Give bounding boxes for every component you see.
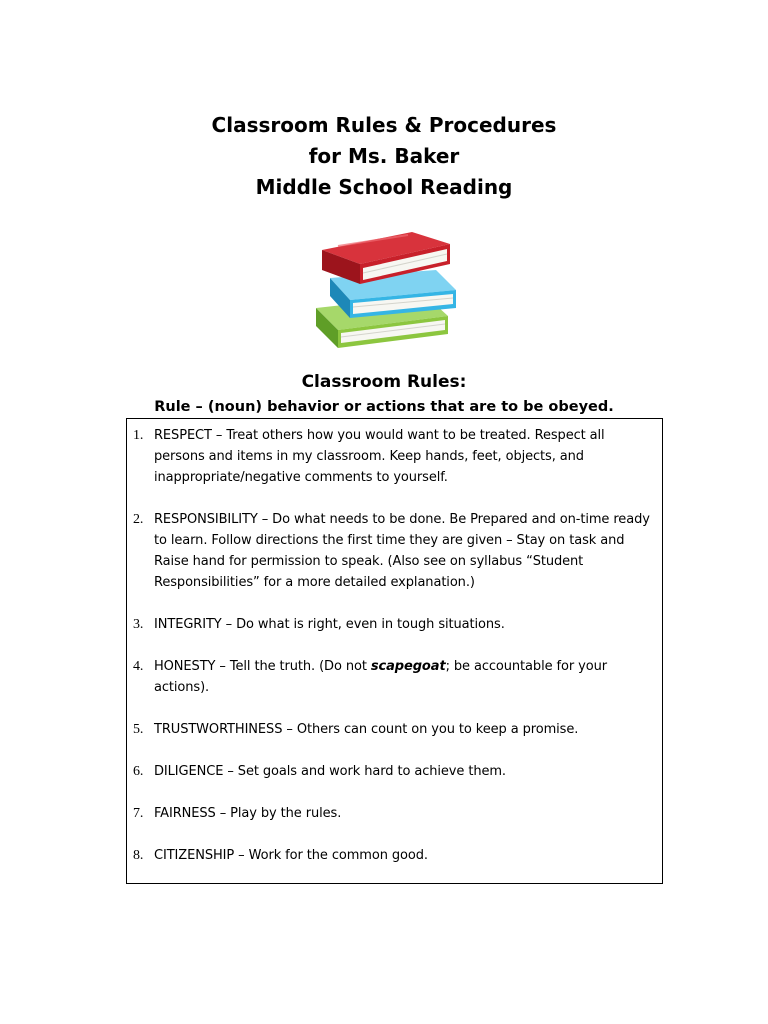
rule-keyword: DILIGENCE: [154, 764, 224, 779]
rule-text: – Do what is right, even in tough situations.: [221, 617, 505, 632]
rule-item-diligence: [133, 761, 654, 782]
rule-number: 2.: [133, 512, 144, 527]
rule-item-responsibility: [133, 509, 654, 593]
rule-keyword: TRUSTWORTHINESS: [154, 722, 283, 737]
rule-keyword: RESPONSIBILITY: [154, 512, 258, 527]
rules-box: [126, 418, 663, 884]
rule-keyword: CITIZENSHIP: [154, 848, 235, 863]
title-line-2: for Ms. Baker: [308, 144, 460, 168]
rules-heading: Classroom Rules:: [301, 372, 467, 392]
rule-number: 8.: [133, 848, 144, 863]
rule-item-respect: [133, 425, 654, 488]
rule-number: 4.: [133, 659, 144, 674]
rule-keyword: INTEGRITY: [154, 617, 222, 632]
rule-keyword: FAIRNESS: [154, 806, 216, 821]
rule-item-fairness: [133, 803, 654, 824]
rule-text: – Set goals and work hard to achieve them.: [223, 764, 506, 779]
page-title: [0, 110, 768, 203]
rule-number: 5.: [133, 722, 144, 737]
rule-keyword: HONESTY: [154, 659, 216, 674]
rules-list: [133, 425, 654, 866]
rule-item-integrity: [133, 614, 654, 635]
rule-number: 7.: [133, 806, 144, 821]
rule-text: – Others can count on you to keep a promise.: [282, 722, 579, 737]
rule-text: – Play by the rules.: [215, 806, 342, 821]
rule-text: – Work for the common good.: [234, 848, 428, 863]
rule-text-before: – Tell the truth. (Do not: [215, 659, 371, 674]
rule-keyword: RESPECT: [154, 428, 212, 443]
title-line-3: Middle School Reading: [255, 175, 513, 199]
title-line-1: Classroom Rules & Procedures: [211, 113, 557, 137]
rule-text: – Do what needs to be done. Be Prepared and on-time ready to learn. Follow directions the first time they are given – Stay on task and Raise hand for permission to speak. (Also see on syllabus “Student Responsibilities” for a more detailed explanation.): [154, 512, 650, 590]
rule-emphasis: scapegoat: [370, 659, 446, 674]
book-stack-icon: [308, 226, 468, 356]
rule-text: – Treat others how you would want to be treated. Respect all persons and items in my classroom. Keep hands, feet, objects, and inappropriate/negative comments to yourself.: [154, 428, 605, 485]
rule-item-trustworthiness: [133, 719, 654, 740]
rule-item-citizenship: [133, 845, 654, 866]
rule-definition: Rule – (noun) behavior or actions that are to be obeyed.: [154, 399, 614, 415]
rule-text-after: ; be accountable for your actions).: [154, 659, 607, 695]
rule-number: 3.: [133, 617, 144, 632]
rule-item-honesty: [133, 656, 654, 698]
rule-number: 6.: [133, 764, 144, 779]
rule-number: 1.: [133, 428, 144, 443]
